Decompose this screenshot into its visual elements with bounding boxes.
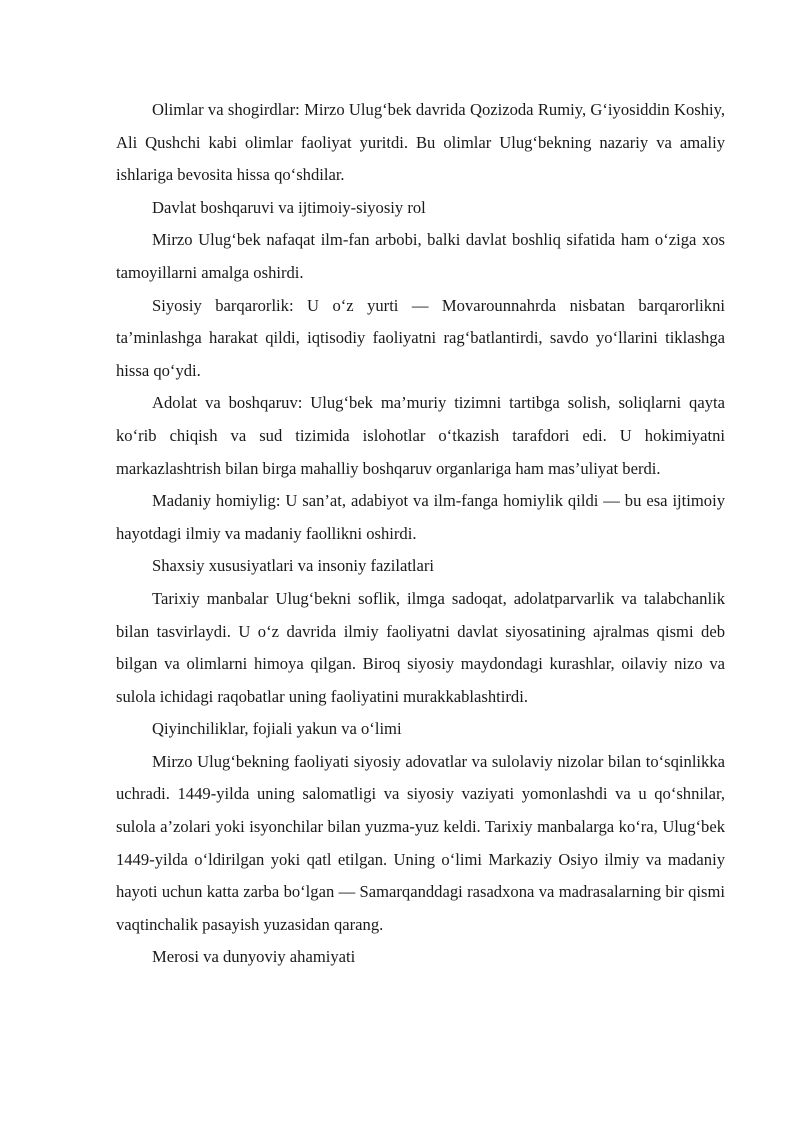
document-page [116, 94, 725, 974]
paragraph-justice-administration: Adolat va boshqaruv: Ulug‘bek ma’muriy tizimni tartibga solish, soliqlarni qayta ko‘rib chiqish va sud tizimida islohotlar o‘tkazish tarafdori edi. U hokimiyatni markazlashtrish bilan birga mahalliy boshqaruv organlariga ham mas’uliyat berdi. [116, 393, 725, 478]
heading-state-governance: Davlat boshqaruvi va ijtimoiy-siyosiy rol [152, 197, 426, 217]
heading-personal-qualities: Shaxsiy xususiyatlari va insoniy fazilatlari [152, 556, 435, 576]
paragraph-difficulties-death: Mirzo Ulug‘bekning faoliyati siyosiy adovatlar va sulolaviy nizolar bilan to‘sqinlikka uchradi. 1449-yilda uning salomatligi va siyosiy vaziyati yomonlashdi va u qo‘shnilar, sulola a’zolari yoki isyonchilar bilan yuzma-yuz keldi. Tarixiy manbalarga ko‘ra, Ulug‘bek 1449-yilda o‘ldirilgan yoki qatl etilgan. Uning o‘limi Markaziy Osiyo ilmiy va madaniy hayoti uchun katta zarba bo‘lgan — Samarqanddagi rasadxona va madrasalarning bir qismi vaqtinchalik pasayish yuzasidan qarang. [116, 751, 725, 934]
paragraph-scholars: Olimlar va shogirdlar: Mirzo Ulug‘bek davrida Qozizoda Rumiy, G‘iyosiddin Koshiy, Ali Qushchi kabi olimlar faoliyat yuritdi. Bu olimlar Ulug‘bekning nazariy va amaliy ishlariga bevosita hissa qo‘shdilar. [116, 100, 725, 185]
heading-difficulties-death: Qiyinchiliklar, fojiali yakun va o‘limi [152, 719, 402, 739]
paragraph-cultural-patronage: Madaniy homiylig: U san’at, adabiyot va ilm-fanga homiylik qildi — bu esa ijtimoiy hayotdagi ilmiy va madaniy faollikni oshirdi. [116, 491, 725, 543]
paragraph-political-stability: Siyosiy barqarorlik: U o‘z yurti — Movarounnahrda nisbatan barqarorlikni ta’minlashga harakat qildi, iqtisodiy faoliyatni rag‘batlantirdi, savdo yo‘llarini tiklashga hissa qo‘ydi. [116, 295, 725, 380]
paragraph-personal-qualities: Tarixiy manbalar Ulug‘bekni soflik, ilmga sadoqat, adolatparvarlik va talabchanlik bilan tasvirlaydi. U o‘z davrida ilmiy faoliyatni davlat siyosatining ajralmas qismi deb bilgan va olimlarni himoya qilgan. Biroq siyosiy maydondagi kurashlar, oilaviy nizo va sulola ichidagi raqobatlar uning faoliyatini murakkablashtirdi. [116, 588, 725, 706]
paragraph-governance-intro: Mirzo Ulug‘bek nafaqat ilm-fan arbobi, balki davlat boshliq sifatida ham o‘ziga xos tamoyillarni amalga oshirdi. [116, 230, 725, 282]
heading-legacy: Merosi va dunyoviy ahamiyati [152, 947, 356, 967]
